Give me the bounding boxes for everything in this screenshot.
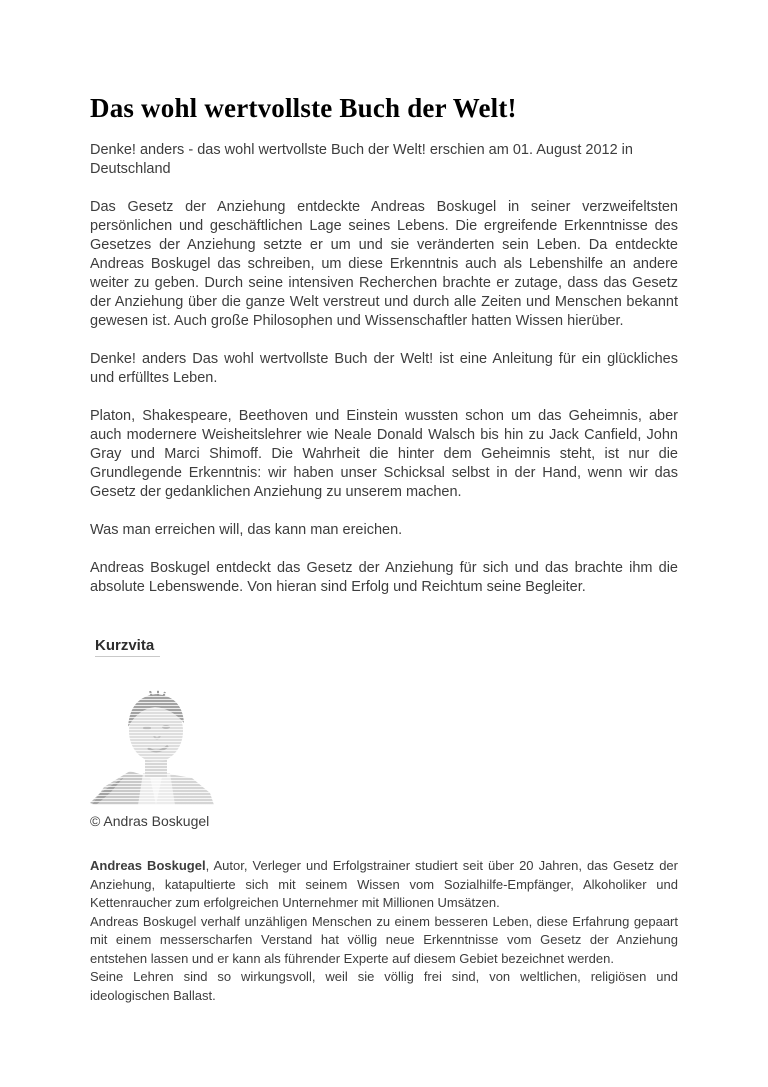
kurzvita-heading — [90, 637, 678, 657]
author-photo — [90, 681, 222, 805]
bio-paragraph-1-text: , Autor, Verleger und Erfolgstrainer studiert seit über 20 Jahren, das Gesetz der Anziehung, katapultierte sich mit seinem Wissen vom Sozialhilfe-Empfänger, Alkoholiker und Kettenraucher zum erfolgreichen Unternehmer mit Millionen Umsätzen. — [90, 858, 678, 910]
photo-credit: © Andras Boskugel — [90, 813, 210, 829]
bio-paragraph-1 — [90, 857, 678, 913]
body-paragraph-5: Andreas Boskugel entdeckt das Gesetz der Anziehung für sich und das brachte ihm die absolute Lebenswende. Von hieran sind Erfolg und Reichtum seine Begleiter. — [90, 560, 678, 595]
author-bio — [90, 857, 678, 1005]
body-paragraph-4: Was man erreichen will, das kann man ereichen. — [90, 522, 403, 538]
bio-paragraph-2: Andreas Boskugel verhalf unzähligen Menschen zu einem besseren Leben, diese Erfahrung gepaart mit einem messerscharfen Verstand hat völlig neue Erkenntnisse vom Gesetz der Anziehung entstehen lassen und er kann als führender Experte auf diesem Gebiet bezeichnet werden. — [90, 913, 678, 966]
body-paragraph-2: Denke! anders Das wohl wertvollste Buch der Welt! ist eine Anleitung für ein glückliches und erfülltes Leben. — [90, 351, 678, 386]
author-portrait-illustration — [90, 681, 222, 805]
intro-paragraph: Denke! anders - das wohl wertvollste Buch der Welt! erschien am 01. August 2012 in Deutschland — [90, 142, 633, 177]
document-title: Das wohl wertvollste Buch der Welt! — [90, 93, 517, 123]
body-paragraph-3: Platon, Shakespeare, Beethoven und Einstein wussten schon um das Geheimnis, aber auch modernere Weisheitslehrer wie Neale Donald Walsch bis hin zu Jack Canfield, John Gray und Marci Shimoff. Die Wahrheit die hinter dem Geheimnis steht, ist nur die Grundlegende Erkenntnis: wir haben unser Schicksal selbst in der Hand, wenn wir das Gesetz der gedanklichen Anziehung zu unserem machen. — [90, 408, 678, 500]
body-paragraph-1: Das Gesetz der Anziehung entdeckte Andreas Boskugel in seiner verzweifeltsten persönlichen und geschäftlichen Lage seines Lebens. Die ergreifende Erkenntnisse des Gesetzes der Anziehung setzte er um und sie veränderten sein Leben. Da entdeckte Andreas Boskugel das schreiben, um diese Erkenntnis auch als Lebenshilfe an andere weiter zu geben. Durch seine intensiven Recherchen brachte er zutage, dass das Gesetz der Anziehung über die ganze Welt verstreut und durch alle Zeiten und Menschen bekannt gewesen ist. Auch große Philosophen und Wissenschaftler hatten Wissen hierüber. — [90, 199, 678, 329]
kurzvita-heading-label: Kurzvita — [95, 637, 160, 657]
bio-paragraph-3: Seine Lehren sind so wirkungsvoll, weil sie völlig frei sind, von weltlichen, religiösen und ideologischen Ballast. — [90, 969, 678, 1003]
bio-author-name: Andreas Boskugel — [90, 858, 206, 873]
